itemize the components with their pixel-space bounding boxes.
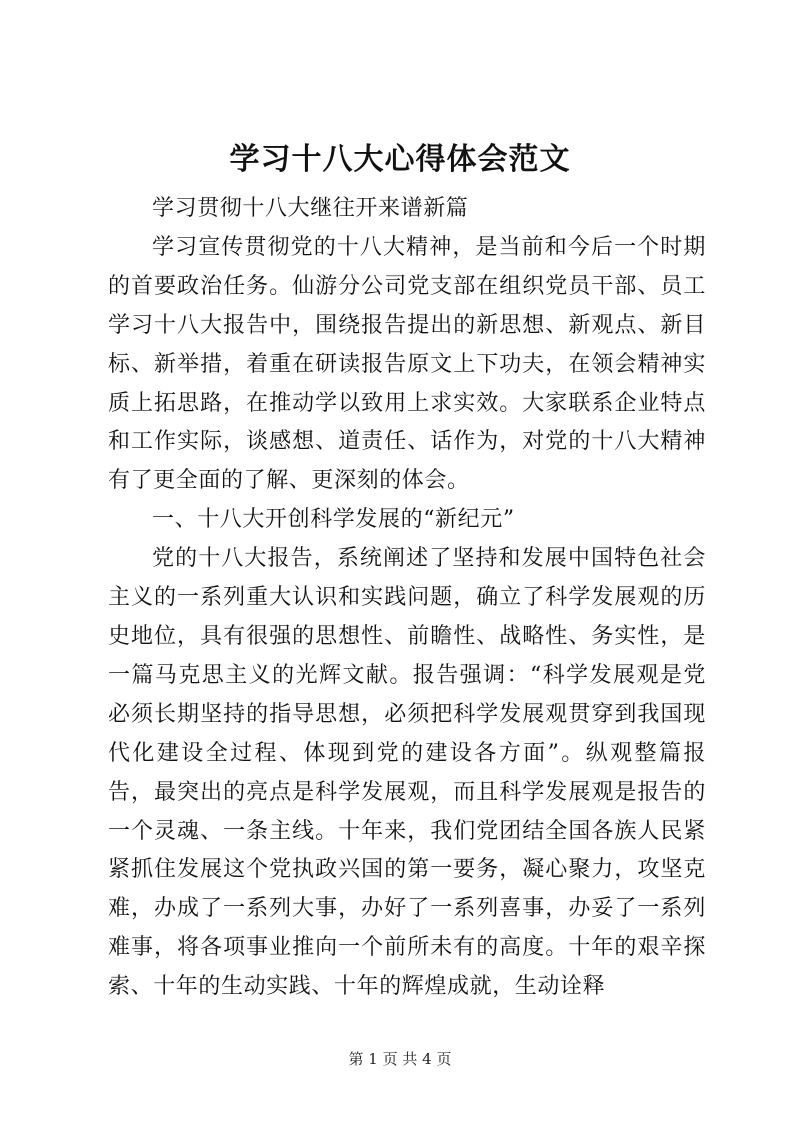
intro-paragraph: 学习宣传贯彻党的十八大精神，是当前和今后一个时期的首要政治任务。仙游分公司党支部在组织党员干部、员工学习十八大报告中，围绕报告提出的新思想、新观点、新目标、新举措，着重在研读报告原文上下功夫，在领会精神实质上拓思路，在推动学以致用上求实效。大家联系企业特点和工作实际，谈感想、道责任、话作为，对党的十八大精神有了更全面的了解、更深刻的体会。 (108, 234, 706, 494)
section-body-paragraph: 党的十八大报告，系统阐述了坚持和发展中国特色社会主义的一系列重大认识和实践问题，确立了科学发展观的历史地位，具有很强的思想性、前瞻性、战略性、务实性，是一篇马克思主义的光辉文献。报告强调：“科学发展观是党必须长期坚持的指导思想，必须把科学发展观贯穿到我国现代化建设全过程、体现到党的建设各方面”。纵观整篇报告，最突出的亮点是科学发展观，而且科学发展观是报告的一个灵魂、一条主线。十年来，我们党团结全国各族人民紧紧抓住发展这个党执政兴国的第一要务，凝心聚力，攻坚克难，办成了一系列大事，办好了一系列喜事，办妥了一系列难事，将各项事业推向一个前所未有的高度。十年的艰辛探索、十年的生动实践、十年的辉煌成就，生动诠释 (108, 546, 706, 1000)
document-body (108, 190, 706, 1007)
subtitle-paragraph: 学习贯彻十八大继往开来谱新篇 (152, 196, 469, 221)
section-heading: 一、十八大开创科学发展的“新纪元” (152, 507, 515, 533)
page-number-footer: 第 1 页 共 4 页 (348, 1050, 452, 1068)
document-title: 学习十八大心得体会范文 (229, 142, 571, 177)
